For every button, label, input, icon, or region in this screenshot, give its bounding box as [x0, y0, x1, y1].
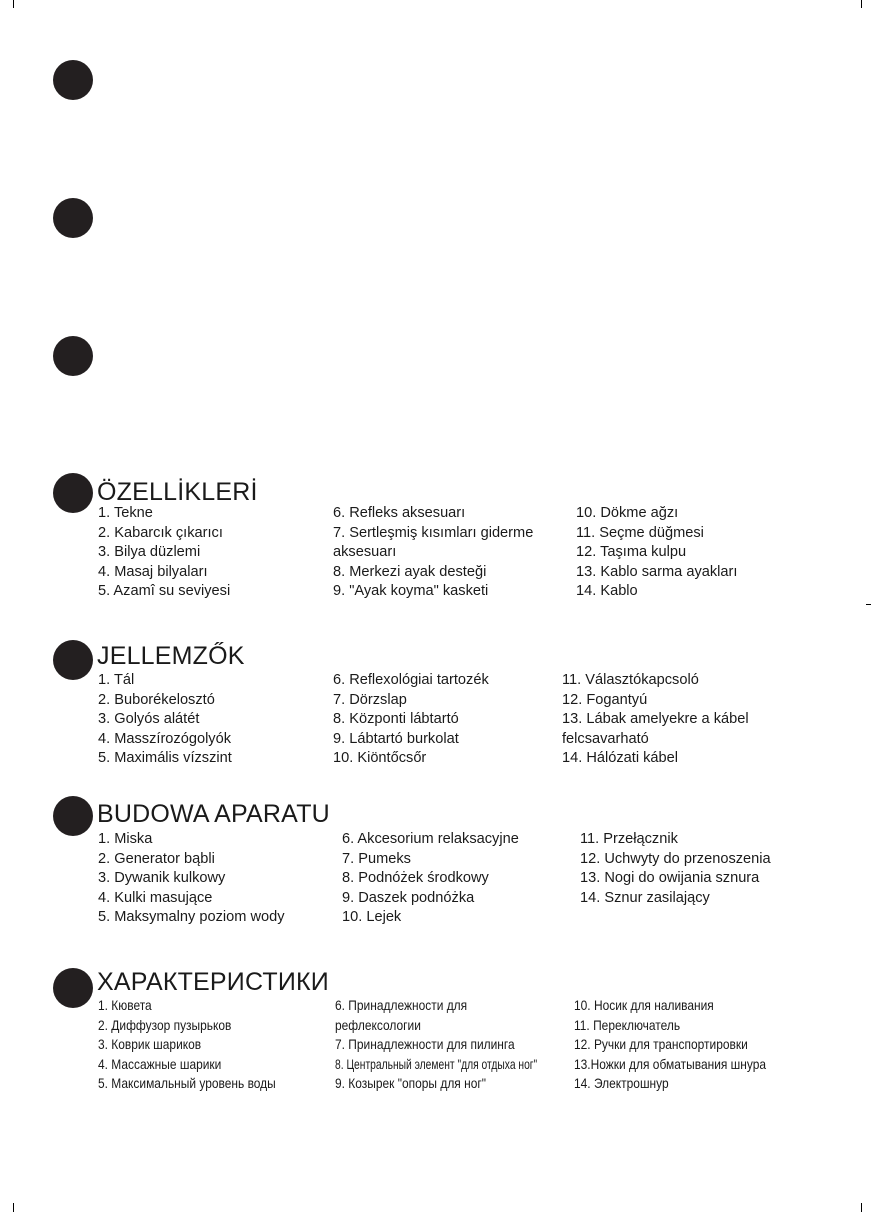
list-item: 11. Választókapcsoló — [562, 672, 699, 688]
list-item: 1. Tekne — [98, 505, 153, 521]
list-item: рефлексологии — [335, 1017, 421, 1033]
list-item: 2. Диффузор пузырьков — [98, 1017, 232, 1033]
list-item: 6. Refleks aksesuarı — [333, 505, 466, 521]
list-item: 8. Merkezi ayak desteği — [333, 563, 487, 580]
list-item: 6. Принадлежности для — [335, 998, 468, 1013]
list-item: 13. Kablo sarma ayakları — [576, 563, 738, 580]
list-item: 5. Maximális vízszint — [98, 750, 232, 767]
list-item: 3. Коврик шариков — [98, 1037, 202, 1053]
section-heading: BUDOWA APARATU — [97, 800, 330, 828]
list-item: 12. Taşıma kulpu — [576, 544, 687, 561]
list-item: 12. Ручки для транспортировки — [574, 1037, 748, 1053]
parts-list-column-1 — [98, 830, 285, 928]
list-item: 9. Lábtartó burkolat — [333, 730, 459, 747]
list-item: 13. Nogi do owijania sznura — [580, 870, 760, 887]
list-item: 9. "Ayak koyma" kasketi — [333, 583, 489, 600]
language-bullet-turkish — [53, 473, 93, 513]
section-heading: ХАРАКТЕРИСТИКИ — [97, 968, 329, 996]
list-item: 2. Buborékelosztó — [98, 691, 215, 708]
list-item: 3. Golyós alátét — [98, 711, 200, 728]
list-item: 10. Lejek — [342, 909, 402, 926]
list-item: 3. Bilya düzlemi — [98, 544, 201, 561]
list-item: 4. Masaj bilyaları — [98, 563, 208, 580]
language-bullet-3 — [53, 336, 93, 376]
list-item: 11. Переключатель — [574, 1017, 681, 1033]
parts-list-column-1 — [98, 996, 276, 1094]
list-item: 7. Pumeks — [342, 850, 411, 867]
list-item: 12. Fogantyú — [562, 691, 648, 708]
crop-mark-bottom-right — [861, 1203, 862, 1212]
language-bullet-hungarian — [53, 640, 93, 680]
list-item: 4. Masszírozógolyók — [98, 730, 232, 747]
list-item: 4. Kulki masujące — [98, 889, 213, 906]
list-item: 14. Sznur zasilający — [580, 889, 710, 906]
parts-list-column-3 — [562, 671, 749, 769]
list-item: 6. Akcesorium relaksacyjne — [342, 831, 519, 847]
list-item: 9. Козырек "опоры для ног" — [335, 1076, 486, 1092]
list-item: 13. Lábak amelyekre a kábel — [562, 711, 749, 728]
crop-mark-bottom-left — [13, 1203, 14, 1212]
language-bullet-1 — [53, 60, 93, 100]
list-item: 2. Kabarcık çıkarıcı — [98, 524, 223, 541]
list-item: 5. Azamî su seviyesi — [98, 583, 231, 600]
list-item: 13.Ножки для обматывания шнура — [574, 1056, 767, 1072]
language-bullet-2 — [53, 198, 93, 238]
parts-list-column-2 — [333, 504, 533, 602]
language-bullet-russian — [53, 968, 93, 1008]
list-item: 12. Uchwyty do przenoszenia — [580, 850, 771, 867]
list-item: 2. Generator bąbli — [98, 850, 215, 867]
parts-list-column-1 — [98, 504, 230, 602]
list-item: 11. Seçme düğmesi — [576, 524, 704, 541]
list-item: 14. Hálózati kábel — [562, 750, 679, 767]
parts-list-column-2 — [333, 671, 489, 769]
parts-list-column-2 — [342, 830, 519, 928]
list-item: 10. Dökme ağzı — [576, 505, 679, 521]
parts-list-column-3 — [574, 996, 766, 1094]
list-item: 8. Центральный элемент "для отдыха ног" — [335, 1056, 538, 1072]
list-item: 5. Максимальный уровень воды — [98, 1076, 276, 1092]
list-item: 7. Принадлежности для пилинга — [335, 1037, 515, 1053]
list-item: aksesuarı — [333, 544, 397, 561]
parts-list-column-2 — [335, 996, 570, 1094]
section-heading: ÖZELLİKLERİ — [97, 478, 258, 506]
list-item: 4. Массажные шарики — [98, 1056, 222, 1072]
list-item: 14. Kablo — [576, 583, 638, 600]
list-item: 3. Dywanik kulkowy — [98, 870, 226, 887]
list-item: 14. Электрошнур — [574, 1076, 669, 1092]
crop-mark-top-left — [13, 0, 14, 8]
list-item: 1. Кювета — [98, 998, 152, 1013]
list-item: 7. Dörzslap — [333, 691, 407, 708]
crop-mark-right-middle — [866, 604, 871, 605]
crop-mark-top-right — [861, 0, 862, 8]
parts-list-column-3 — [576, 504, 737, 602]
parts-list-column-3 — [580, 830, 771, 908]
list-item: 8. Központi lábtartó — [333, 711, 459, 728]
list-item: 9. Daszek podnóżka — [342, 889, 475, 906]
language-bullet-polish — [53, 796, 93, 836]
list-item: 1. Miska — [98, 831, 153, 847]
list-item: 8. Podnóżek środkowy — [342, 870, 489, 887]
list-item: 1. Tál — [98, 672, 135, 688]
list-item: 5. Maksymalny poziom wody — [98, 909, 285, 926]
list-item: felcsavarható — [562, 730, 649, 747]
list-item: 7. Sertleşmiş kısımları giderme — [333, 524, 534, 541]
list-item: 11. Przełącznik — [580, 831, 678, 847]
list-item: 10. Носик для наливания — [574, 998, 714, 1013]
parts-list-column-1 — [98, 671, 232, 769]
list-item: 6. Reflexológiai tartozék — [333, 672, 489, 688]
section-heading: JELLEMZŐK — [97, 642, 245, 670]
list-item: 10. Kiöntőcsőr — [333, 750, 427, 767]
